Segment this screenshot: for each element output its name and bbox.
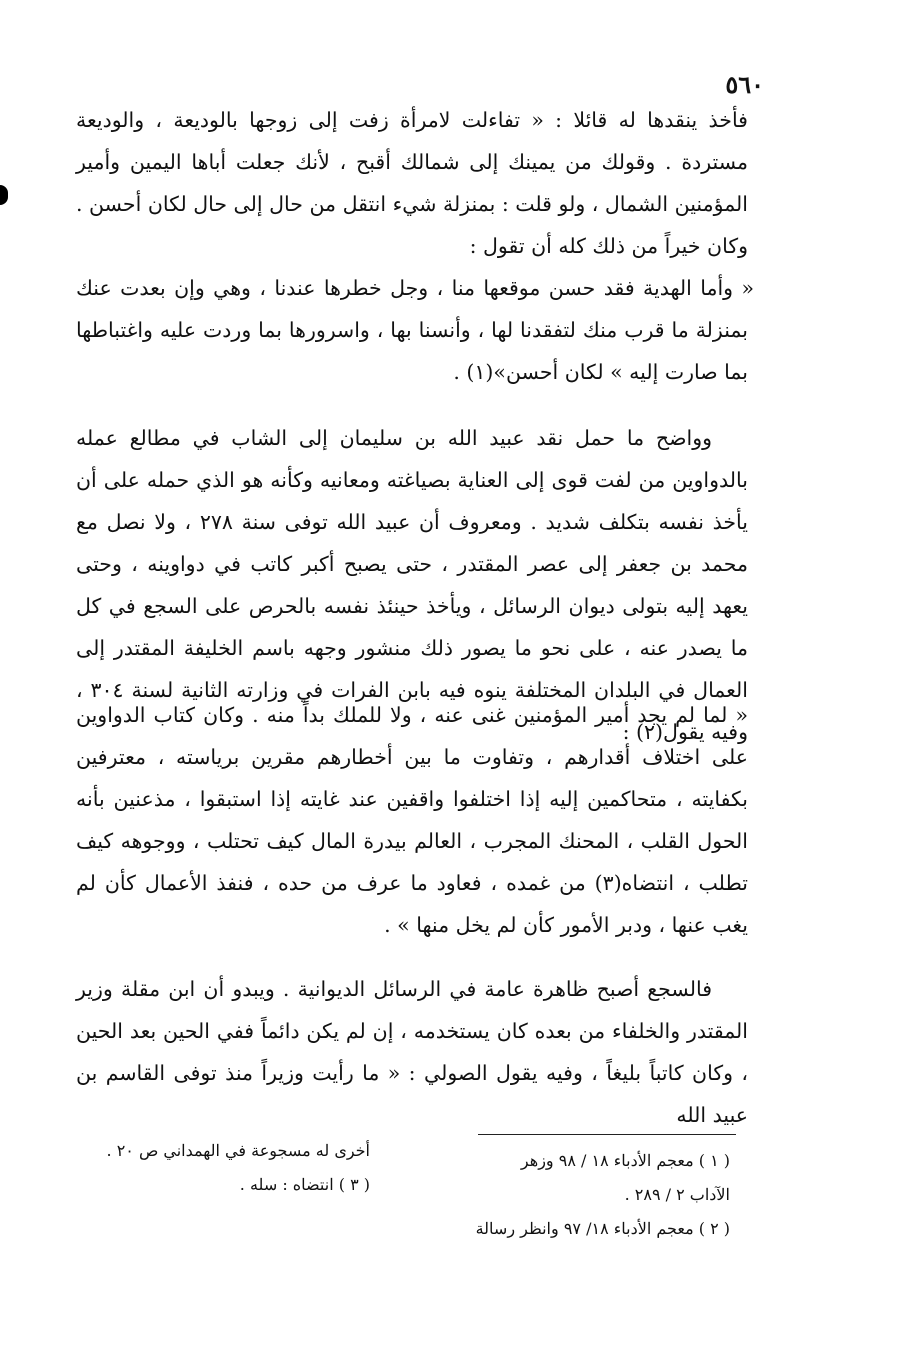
footnote-line: أخرى له مسجوعة في الهمداني ص ٢٠ . <box>106 1141 370 1160</box>
paragraph: فالسجع أصبح ظاهرة عامة في الرسائل الديوانية . ويبدو أن ابن مقلة وزير المقتدر والخلفاء من بعده كان يستخدمه ، إن لم يكن دائماً ففي الحين بعد الحين ، وكان كاتباً بليغاً ، وفيه يقول الصولي : « ما رأيت وزيراً منذ توفى القاسم بن عبيد الله <box>76 977 748 1127</box>
paragraph: وواضح ما حمل نقد عبيد الله بن سليمان إلى الشاب في مطالع عمله بالدواوين من لفت قوى إلى العناية بصياغته ومعانيه وكأنه هو الذي حمله على أن يأخذ نفسه بتكلف شديد . ومعروف أن عبيد الله توفى سنة ٢٧٨ ، ولا نصل مع محمد بن جعفر إلى عصر المقتدر ، حتى يصبح أكبر كاتب في دواوينه ، وحتى يعهد إليه بتولى ديوان الرسائل ، ويأخذ حينئذ نفسه بالحرص على السجع في كل ما يصدر عنه ، على نحو ما يصور ذلك منشور وجهه باسم الخليفة المقتدر إلى العمال في البلدان المختلفة ينوه فيه بابن الفرات في وزارته الثانية لسنة ٣٠٤ ، وفيه يقول(٢) : <box>76 426 748 744</box>
margin-mark <box>0 185 8 205</box>
page-number: ٥٦٠ <box>725 70 764 99</box>
footnote-line: ( ٣ ) انتضاه : سله . <box>239 1175 370 1194</box>
paragraph: فأخذ ينقدها له قائلا : « تفاءلت لامرأة زفت إلى زوجها بالوديعة ، والوديعة مستردة . وقولك من يمينك إلى شمالك أقبح ، لأنك جعلت أباها اليمين وأمير المؤمنين الشمال ، ولو قلت : بمنزلة شيء انتقل من حال إلى حال لكان أحسن . وكان خيراً من ذلك كله أن تقول : <box>76 108 748 258</box>
quoted-paragraph: « لما لم يجد أمير المؤمنين غنى عنه ، ولا للملك بداً منه . وكان كتاب الدواوين على اختلاف أقدارهم ، وتفاوت ما بين أخطارهم مقرين برياسته ، معترفين بكفايته ، متحاكمين إليه إذا اختلفوا واقفين عند غايته إذا استبقوا ، مذعنين بأنه الحول القلب ، المحنك المجرب ، العالم بيدرة المال كيف تحتلب ، ووجوهه كيف تطلب ، انتضاه(٣) من غمده ، فعاود ما عرف من حده ، فنفذ الأعمال كأن لم يغب عنها ، ودبر الأمور كأن لم يخل منها » . <box>76 703 748 937</box>
footnote-line: ( ٢ ) معجم الأدباء ١٨/ ٩٧ وانظر رسالة <box>475 1219 730 1238</box>
quoted-paragraph: « وأما الهدية فقد حسن موقعها منا ، وجل خطرها عندنا ، وهي وإن بعدت عنك بمنزلة ما قرب منك لتفقدنا لها ، وأنسنا بها ، واسرورها بما وردت عليه واغتباطها بما صارت إليه » لكان أحسن»(١) . <box>76 276 754 384</box>
footnotes-column-right <box>428 1144 730 1246</box>
footnotes-column-left <box>100 1134 370 1202</box>
footnote-line: الآداب ٢ / ٢٨٩ . <box>624 1185 730 1204</box>
footnote-line: ( ١ ) معجم الأدباء ١٨ / ٩٨ وزهر <box>520 1151 730 1170</box>
footnote-divider <box>478 1134 736 1135</box>
